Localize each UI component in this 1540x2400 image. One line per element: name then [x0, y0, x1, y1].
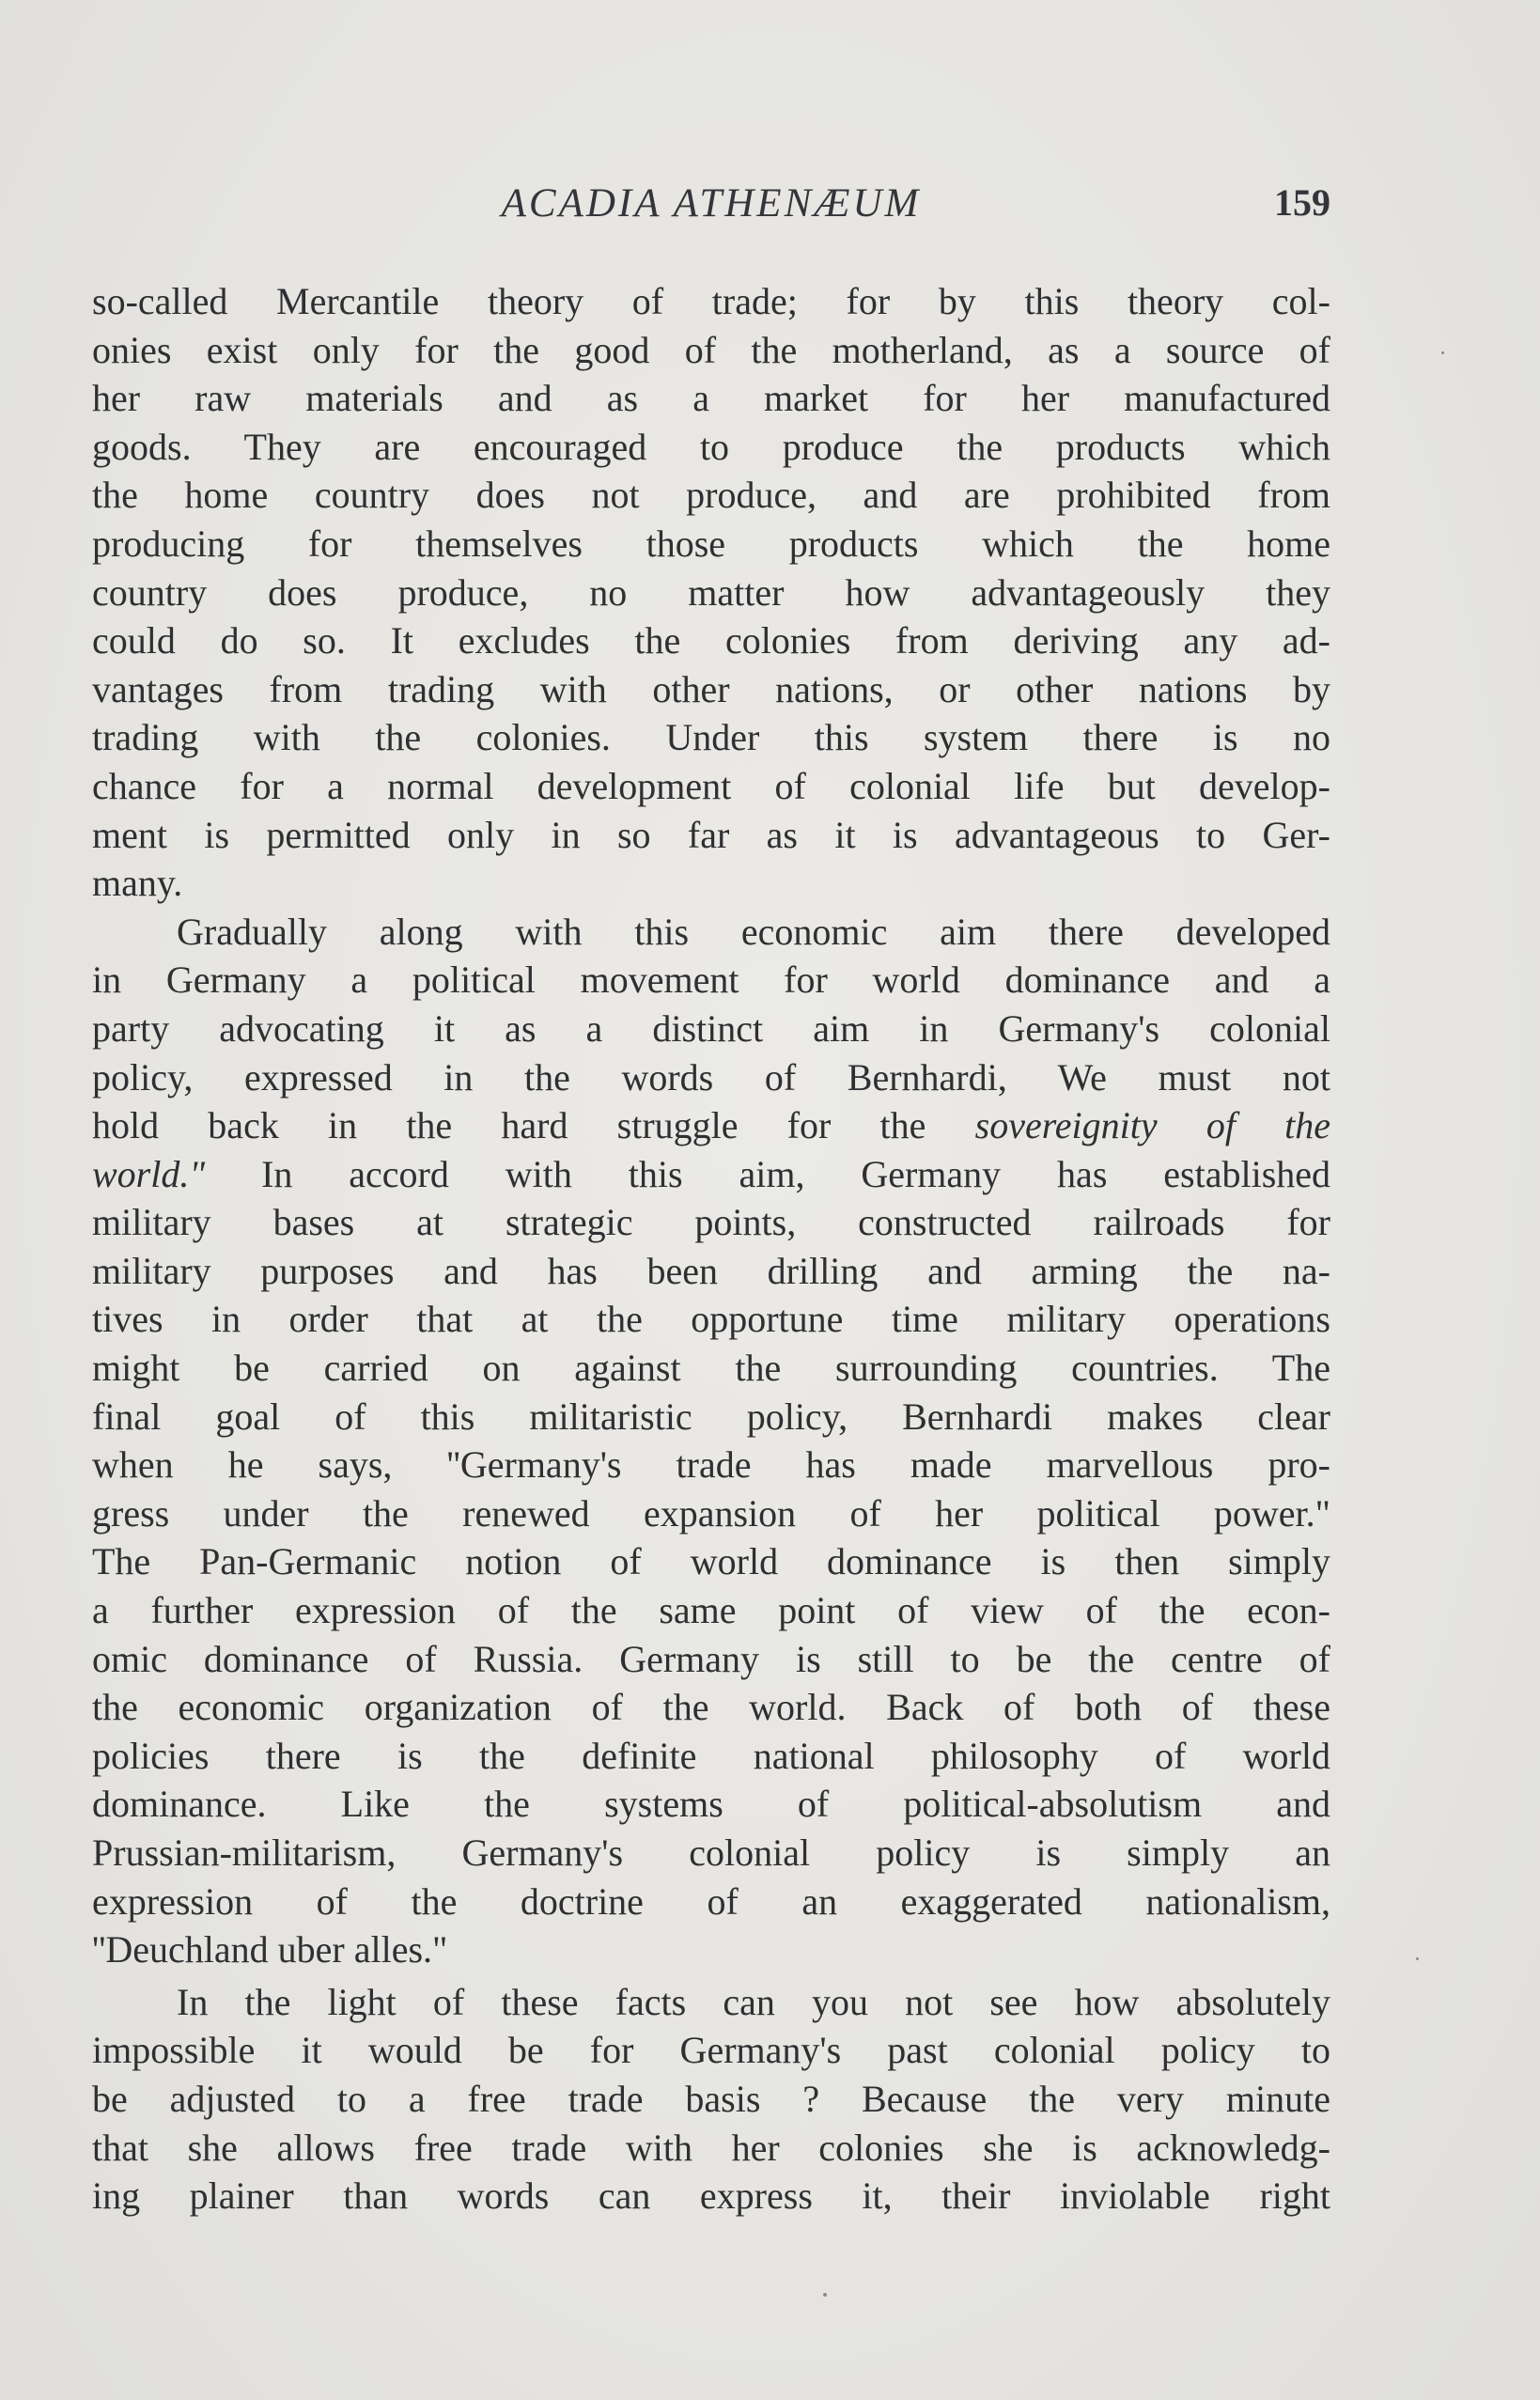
text-line: expression of the doctrine of an exaggerated nationalism, — [92, 1879, 1330, 1923]
text-line: goods. They are encouraged to produce the products which — [92, 425, 1330, 468]
text-line: that she allows free trade with her colonies she is acknowledg- — [92, 2126, 1330, 2169]
text-line: chance for a normal development of colonial life but develop- — [92, 764, 1330, 807]
text-line: military bases at strategic points, constructed railroads for — [92, 1201, 1330, 1244]
paper-speck — [1441, 351, 1444, 354]
text-line: party advocating it as a distinct aim in Germany's colonial — [92, 1006, 1330, 1050]
text-line: the economic organization of the world. Back of both of these — [92, 1686, 1330, 1729]
paragraph-2 — [92, 908, 1330, 1974]
text-line: might be carried on against the surrounding countries. The — [92, 1347, 1330, 1390]
text-line: tives in order that at the opportune time military operations — [92, 1298, 1330, 1341]
text-line: could do so. It excludes the colonies from deriving any ad- — [92, 619, 1330, 662]
text-line: military purposes and has been drilling and arming the na- — [92, 1249, 1330, 1292]
text-line: impossible it would be for Germany's past colonial policy to — [92, 2029, 1330, 2072]
text-line: trading with the colonies. Under this system there is no — [92, 716, 1330, 759]
body-text — [92, 277, 1330, 2221]
text-line: onies exist only for the good of the motherland, as a source of — [92, 328, 1330, 371]
text-run: In accord with this aim, Germany has established — [261, 1152, 1331, 1195]
text-line: vantages from trading with other nations, or other nations by — [92, 667, 1330, 710]
text-line: so-called Mercantile theory of trade; for by this theory col- — [92, 280, 1330, 322]
text-line-mixed — [92, 1150, 1330, 1199]
text-line: in Germany a political movement for world dominance and a — [92, 958, 1330, 1002]
text-line: when he says, ''Germany's trade has made marvellous pro- — [92, 1443, 1330, 1487]
text-line: a further expression of the same point of view of the econ- — [92, 1589, 1330, 1632]
text-line: country does produce, no matter how advantageously they — [92, 570, 1330, 614]
text-run: hold back in the hard struggle for the — [92, 1104, 926, 1147]
text-line: final goal of this militaristic policy, Bernhardi makes clear — [92, 1395, 1330, 1438]
paper-speck — [823, 2293, 827, 2297]
text-line: policy, expressed in the words of Bernhardi, We must not — [92, 1055, 1330, 1099]
text-line: her raw materials and as a market for her manufactured — [92, 377, 1330, 420]
text-line: ''Deuchland uber alles." — [92, 1928, 448, 1971]
text-line: In the light of these facts can you not see how absolutely — [177, 1980, 1330, 2023]
text-line: producing for themselves those products which the home — [92, 522, 1330, 565]
text-line: dominance. Like the systems of political-absolutism and — [92, 1783, 1330, 1826]
text-line: Gradually along with this economic aim there developed — [177, 910, 1330, 953]
text-line: gress under the renewed expansion of her political power." — [92, 1491, 1330, 1535]
running-head — [92, 180, 1330, 237]
text-line: omic dominance of Russia. Germany is still to be the centre of — [92, 1637, 1330, 1680]
text-line: be adjusted to a free trade basis ? Because the very minute — [92, 2077, 1330, 2120]
journal-title: ACADIA ATHENÆUM — [501, 181, 922, 226]
text-line: many. — [92, 862, 183, 905]
text-line: policies there is the definite national philosophy of world — [92, 1734, 1330, 1777]
text-line: the home country does not produce, and are prohibited from — [92, 474, 1330, 517]
paragraph-3 — [92, 1978, 1330, 2221]
italic-text-run: sovereignity of the — [974, 1104, 1330, 1147]
italic-text-run: world." — [92, 1152, 206, 1195]
page-number: 159 — [1274, 181, 1330, 224]
paper-speck — [1416, 1957, 1419, 1960]
text-line: ment is permitted only in so far as it is advantageous to Ger- — [92, 813, 1330, 856]
paragraph-1 — [92, 277, 1330, 908]
text-line: ing plainer than words can express it, their inviolable right — [92, 2174, 1330, 2218]
text-line-mixed — [92, 1101, 1330, 1150]
text-line: Prussian-militarism, Germany's colonial policy is simply an — [92, 1831, 1330, 1874]
text-line: The Pan-Germanic notion of world dominance is then simply — [92, 1540, 1330, 1583]
